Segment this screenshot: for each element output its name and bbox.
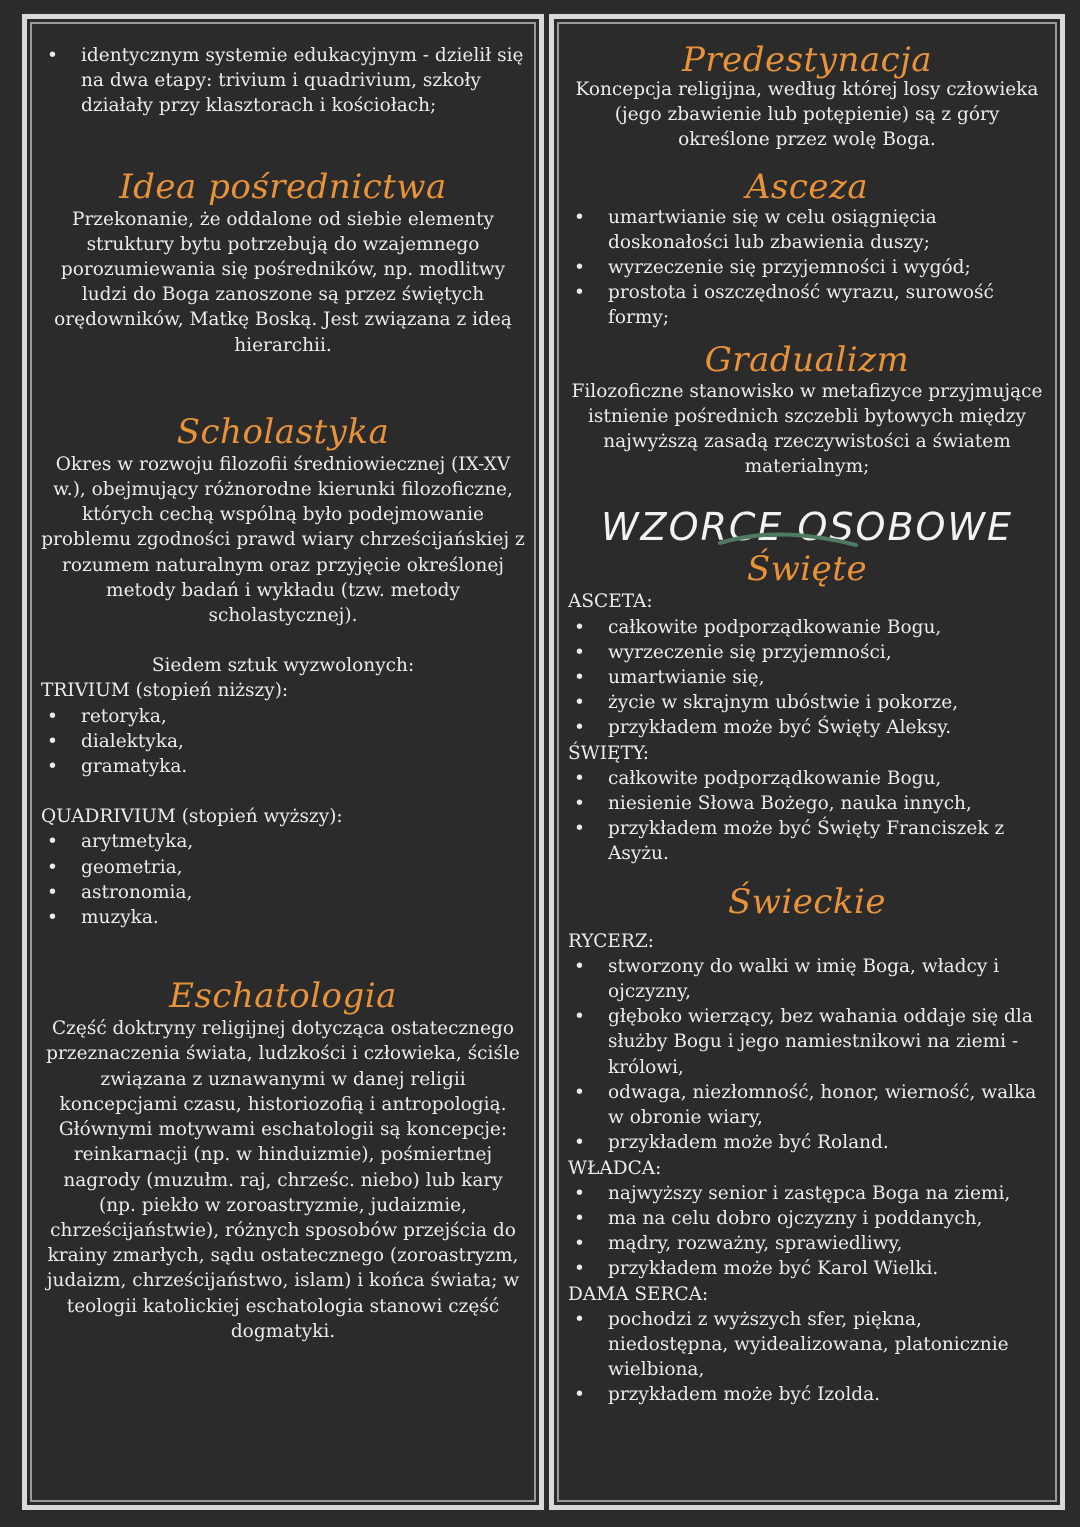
list-item: • dialektyka, — [41, 729, 525, 754]
list-item: • pochodzi z wyższych sfer, piękna, niedostępna, wyidealizowana, platonicznie wielbiona, — [568, 1307, 1046, 1383]
list-item: • wyrzeczenie się przyjemności, — [568, 640, 1046, 665]
gradualizm-title: Gradualizm — [704, 339, 910, 380]
list-item: • całkowite podporządkowanie Bogu, — [568, 615, 1046, 640]
list-item: • umartwianie się w celu osiągnięcia doskonałości lub zbawienia duszy; — [568, 205, 1046, 255]
list-item: • retoryka, — [41, 704, 525, 729]
list-item: • geometria, — [41, 855, 525, 880]
list-item: • przykładem może być Karol Wielki. — [568, 1256, 1046, 1281]
swiete-title: Święte — [746, 549, 868, 590]
list-item: • wyrzeczenie się przyjemności i wygód; — [568, 255, 1046, 280]
swoosh-ornament — [718, 523, 858, 553]
list-item: • przykładem może być Izolda. — [568, 1382, 1046, 1407]
quadrivium-list — [41, 829, 525, 930]
asceta-label: ASCETA: — [568, 591, 653, 613]
asceta-list — [568, 615, 1046, 741]
list-item: • gramatyka. — [41, 754, 525, 779]
scholastyka-title: Scholastyka — [176, 411, 390, 452]
list-item: • mądry, rozważny, sprawiedliwy, — [568, 1231, 1046, 1256]
list-item: • ma na celu dobro ojczyzny i poddanych, — [568, 1206, 1046, 1231]
trivium-label: TRIVIUM (stopień niższy): — [41, 680, 289, 702]
left-panel — [22, 14, 544, 1510]
predestynacja-title: Predestynacja — [682, 40, 932, 80]
scholastyka-text: Okres w rozwoju filozofii średniowiecznej (IX-XV w.), obejmujący różnorodne kierunki filozoficzne, których cechą wspólną było podejmowanie problemu zgodności prawd wiary chrześcijańskiej z rozumem naturalnym oraz przyjęcie określonej metody badań i wykładu (tzw. metody scholastycznej). — [41, 453, 525, 627]
quadrivium-label: QUADRIVIUM (stopień wyższy): — [41, 806, 343, 828]
list-item: • życie w skrajnym ubóstwie i pokorze, — [568, 690, 1046, 715]
list-item: • identycznym systemie edukacyjnym - dzielił się na dwa etapy: trivium i quadrivium, szkoły działały przy klasztorach i kościołach; — [41, 43, 525, 119]
trivium-list — [41, 704, 525, 780]
list-item: • niesienie Słowa Bożego, nauka innych, — [568, 791, 1046, 816]
idea-title: Idea pośrednictwa — [119, 166, 447, 207]
list-item: • głęboko wierzący, bez wahania oddaje się dla służby Bogu i jego namiestnikowi na ziemi - królowi, — [568, 1004, 1046, 1080]
gradualizm-text: Filozoficzne stanowisko w metafizyce przyjmujące istnienie pośrednich szczebli bytowych między najwyższą zasadą rzeczywistości a światem materialnym; — [571, 380, 1043, 478]
list-item: • przykładem może być Święty Franciszek z Asyżu. — [568, 816, 1046, 866]
rycerz-list — [568, 954, 1046, 1156]
list-item: • stworzony do walki w imię Boga, władcy i ojczyzny, — [568, 954, 1046, 1004]
arts-title: Siedem sztuk wyzwolonych: — [151, 655, 415, 677]
dama-list — [568, 1307, 1046, 1408]
list-item: • muzyka. — [41, 905, 525, 930]
eschatologia-title: Eschatologia — [169, 976, 397, 1017]
predestynacja-text: Koncepcja religijna, według której losy człowieka (jego zbawienie lub potępienie) są z góry określone przez wolę Boga. — [575, 79, 1039, 151]
swiety-label: ŚWIĘTY: — [568, 742, 650, 764]
swiety-list — [568, 766, 1046, 867]
asceza-title: Asceza — [745, 166, 869, 207]
list-item: • umartwianie się, — [568, 665, 1046, 690]
wzorce-title-text: WZORCE OSOBOWE — [600, 505, 1014, 550]
rycerz-label: RYCERZ: — [568, 930, 654, 952]
list-item: • odwaga, niezłomność, honor, wierność, walka w obronie wiary, — [568, 1080, 1046, 1130]
right-panel — [549, 14, 1065, 1510]
asceza-list — [568, 205, 1046, 331]
wzorce-title — [568, 505, 1046, 549]
list-item: • astronomia, — [41, 880, 525, 905]
list-item: • najwyższy senior i zastępca Boga na ziemi, — [568, 1181, 1046, 1206]
eschatologia-text: Część doktryny religijnej dotycząca ostatecznego przeznaczenia świata, ludzkości i człowieka, ściśle związana z uznawanymi w danej religii koncepcjami czasu, historiozofią i antropologią. Głównymi motywami eschatologii są koncepcje: reinkarnacji (np. w hinduizmie), pośmiertnej nagrody (muzułm. raj, chrześc. niebo) lub kary (np. piekło w zoroastryzmie, judaizmie, chrześcijaństwie), różnych sposobów przejścia do krainy zmarłych, sądu ostatecznego (zoroastryzm, judaizm, chrześcijaństwo, islam) i końca świata; w teologii katolickiej eschatologia stanowi część dogmatyki. — [46, 1018, 520, 1342]
list-item: • prostota i oszczędność wyrazu, surowość formy; — [568, 280, 1046, 330]
list-item: • przykładem może być Święty Aleksy. — [568, 715, 1046, 740]
idea-text: Przekonanie, że oddalone od siebie elementy struktury bytu potrzebują do wzajemnego porozumiewania się pośredników, np. modlitwy ludzi do Boga zanoszone są przez świętych orędowników, Matkę Boską. Jest związana z ideą hierarchii. — [54, 208, 512, 356]
intro-list — [41, 43, 525, 119]
list-item: • całkowite podporządkowanie Bogu, — [568, 766, 1046, 791]
wladca-label: WŁADCA: — [568, 1157, 662, 1179]
swieckie-title: Świeckie — [727, 881, 887, 922]
wladca-list — [568, 1181, 1046, 1282]
dama-label: DAMA SERCA: — [568, 1283, 709, 1305]
list-item: • przykładem może być Roland. — [568, 1130, 1046, 1155]
list-item: • arytmetyka, — [41, 829, 525, 854]
